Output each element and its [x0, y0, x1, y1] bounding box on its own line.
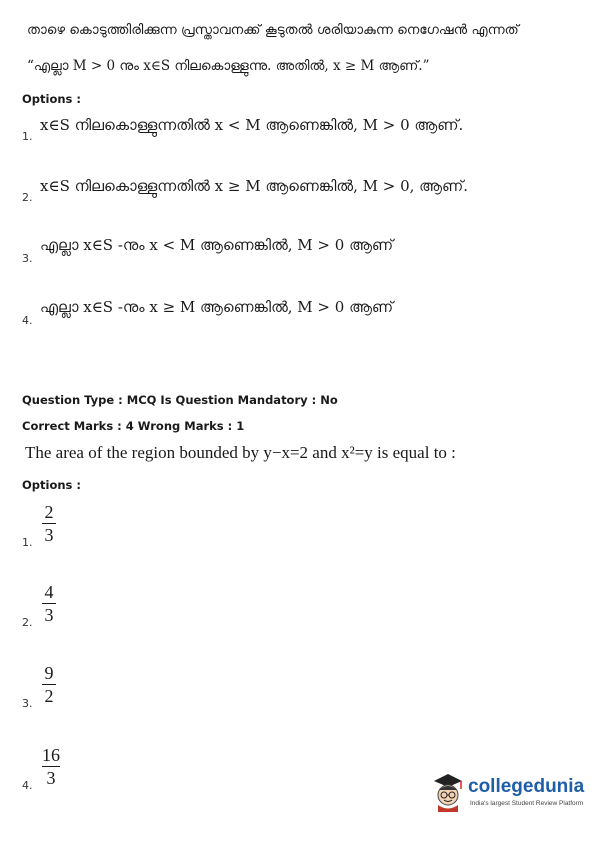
numerator: 16	[42, 745, 60, 765]
question-1-stem-line-1: താഴെ കൊടുത്തിരിക്കുന്ന പ്രസ്താവനക്ക് കൂടുതൽ ശരിയാകുന്ന നെഗേഷൻ എന്നത്	[27, 22, 519, 38]
option-text: x∈S നിലകൊള്ളുന്നതിൽ x < M ആണെങ്കിൽ, M > 0 ആണ്.	[40, 116, 464, 134]
question-marks-meta: Correct Marks : 4 Wrong Marks : 1	[22, 419, 245, 433]
question-2-stem: The area of the region bounded by y−x=2 and x²=y is equal to :	[25, 443, 456, 462]
fraction-bar	[42, 766, 60, 767]
question-type-meta: Question Type : MCQ Is Question Mandatory : No	[22, 393, 338, 407]
numerator: 2	[44, 502, 54, 522]
graduate-mascot-icon	[430, 772, 466, 812]
option-number: 1.	[22, 536, 33, 549]
fraction	[42, 502, 56, 545]
option-text: എല്ലാ x∈S -നും x < M ആണെങ്കിൽ, M > 0 ആണ്	[40, 236, 394, 254]
logo-tagline: India's largest Student Review Platform	[470, 800, 584, 807]
denominator: 3	[44, 605, 54, 625]
denominator: 2	[44, 686, 54, 706]
option-number: 4.	[22, 314, 33, 327]
denominator: 3	[44, 525, 54, 545]
fraction	[42, 745, 60, 788]
question-1-stem-line-2: “എല്ലാ M > 0 നും x∈S നിലകൊള്ളുന്നു. അതിൽ, x ≥ M ആണ്.”	[27, 58, 430, 74]
option-number: 4.	[22, 779, 33, 792]
numerator: 9	[44, 663, 54, 683]
fraction-bar	[42, 523, 56, 524]
fraction	[42, 582, 56, 625]
numerator: 4	[44, 582, 54, 602]
option-text: എല്ലാ x∈S -നും x ≥ M ആണെങ്കിൽ, M > 0 ആണ്	[40, 298, 394, 316]
denominator: 3	[46, 768, 56, 788]
collegedunia-logo	[430, 770, 585, 820]
fraction-bar	[42, 603, 56, 604]
option-text: x∈S നിലകൊള്ളുന്നതിൽ x ≥ M ആണെങ്കിൽ, M > 0, ആണ്.	[40, 177, 468, 195]
option-number: 2.	[22, 191, 33, 204]
option-number: 1.	[22, 130, 33, 143]
option-number: 3.	[22, 697, 33, 710]
question-1-options-label: Options :	[22, 92, 81, 106]
fraction	[42, 663, 56, 706]
fraction-bar	[42, 684, 56, 685]
option-number: 3.	[22, 252, 33, 265]
logo-wordmark: collegedunia	[468, 776, 585, 797]
question-2-options-label: Options :	[22, 478, 81, 492]
option-number: 2.	[22, 616, 33, 629]
